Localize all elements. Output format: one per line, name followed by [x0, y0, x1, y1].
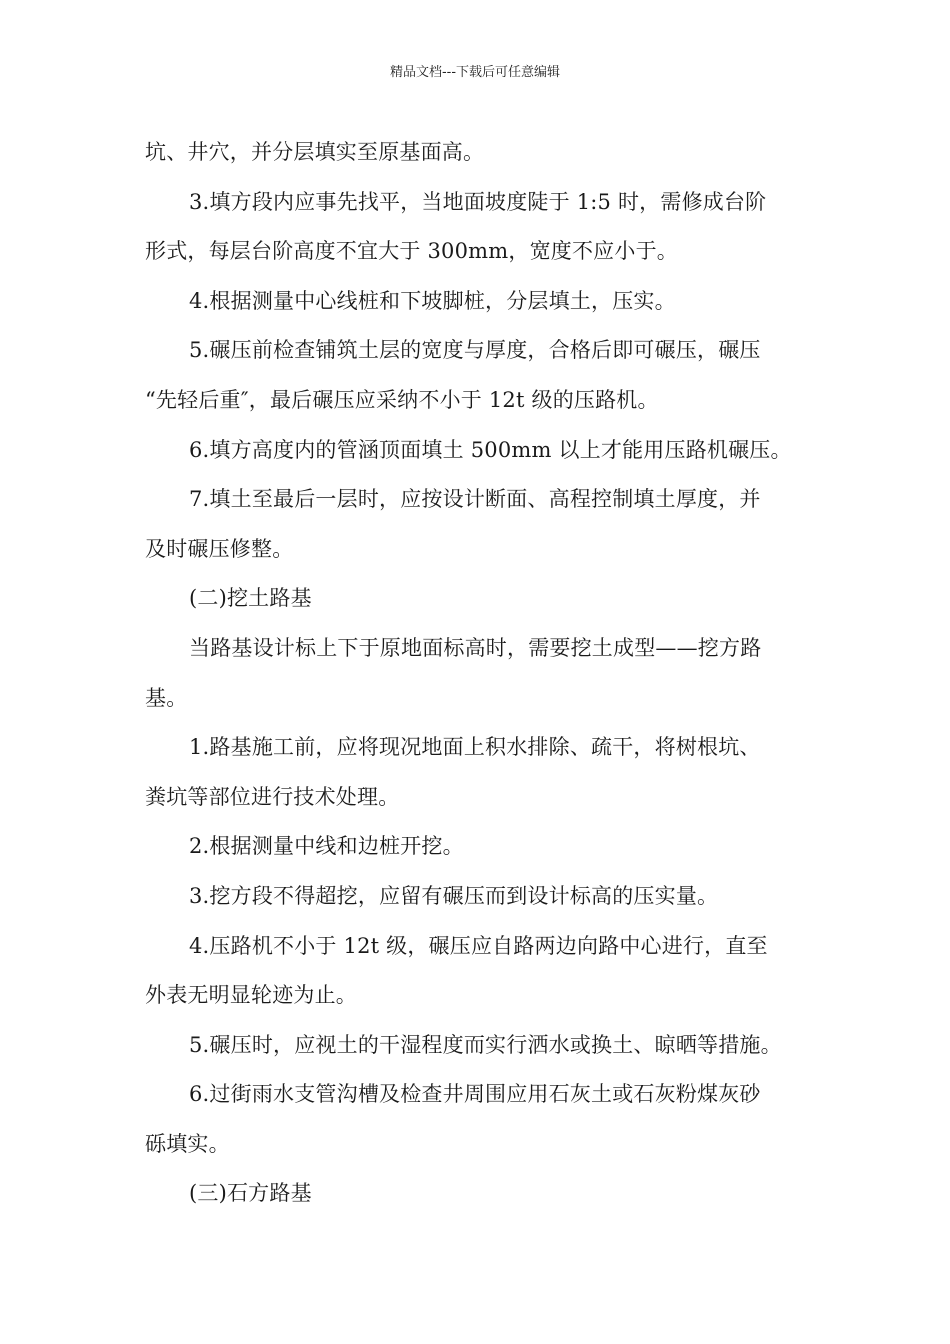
- section-heading: (三)石方路基: [189, 1181, 312, 1206]
- text-line: 6.填方高度内的管涵顶面填土 500mm 以上才能用压路机碾压。: [189, 437, 792, 462]
- text-line: 坑、井穴，并分层填实至原基面高。: [145, 140, 485, 164]
- text-line: 2.根据测量中线和边桩开挖。: [189, 834, 464, 859]
- document-body: [145, 135, 815, 1226]
- text-line: 及时碾压修整。: [145, 536, 294, 561]
- text-line: 3.填方段内应事先找平，当地面坡度陡于 1:5 时，需修成台阶: [189, 189, 767, 214]
- section-heading: (二)挖土路基: [189, 586, 312, 611]
- text-line: 7.填土至最后一层时，应按设计断面、高程控制填土厚度，并: [189, 487, 761, 512]
- text-line: 6.过街雨水支管沟槽及检查井周围应用石灰土或石灰粉煤灰砂: [189, 1082, 761, 1107]
- page-header: 精品文档---下载后可任意编辑: [389, 65, 561, 80]
- text-line: 4.根据测量中心线桩和下坡脚桩，分层填土，压实。: [189, 288, 676, 313]
- text-line: 5.碾压时，应视土的干湿程度而实行洒水或换土、晾晒等措施。: [189, 1032, 782, 1057]
- text-line: 形式，每层台阶高度不宜大于 300mm，宽度不应小于。: [145, 239, 678, 264]
- text-line: 外表无明显轮迹为止。: [145, 983, 357, 1008]
- text-line: 4.压路机不小于 12t 级，碾压应自路两边向路中心进行，直至: [189, 933, 768, 958]
- text-line: 砾填实。: [145, 1131, 230, 1156]
- text-line: 5.碾压前检查铺筑土层的宽度与厚度，合格后即可碾压，碾压: [189, 338, 761, 363]
- text-line: “先轻后重″，最后碾压应采纳不小于 12t 级的压路机。: [145, 387, 659, 412]
- text-line: 当路基设计标上下于原地面标高时，需要挖土成型——挖方路: [189, 635, 762, 660]
- text-line: 3.挖方段不得超挖，应留有碾压而到设计标高的压实量。: [189, 883, 719, 908]
- text-line: 基。: [145, 685, 188, 710]
- text-line: 1.路基施工前，应将现况地面上积水排除、疏干，将树根坑、: [189, 735, 761, 760]
- text-line: 粪坑等部位进行技术处理。: [145, 784, 400, 809]
